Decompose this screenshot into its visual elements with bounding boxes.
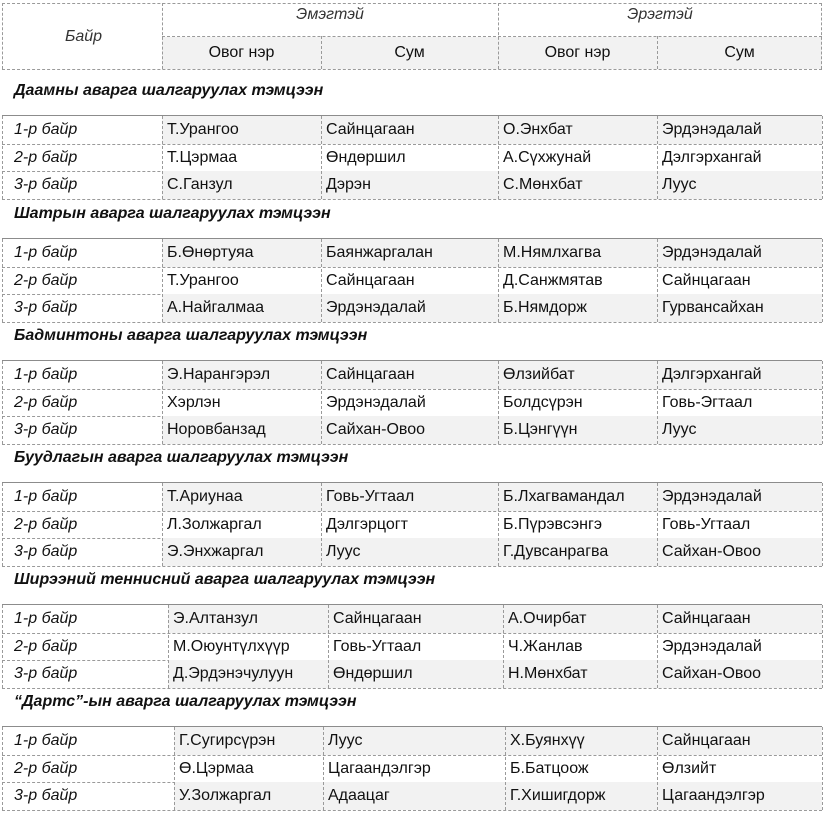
district-cell: Сайнцагаан [657,727,822,755]
name-cell: Э.Нарангэрэл [162,361,321,389]
district-cell: Сайнцагаан [326,271,415,289]
district-cell: Эрдэнэдалай [657,239,822,267]
district-cell: Сайхан-Овоо [657,660,822,688]
district-cell: Луус [321,538,498,566]
header-women-name: Овог нэр [162,37,321,69]
section-title: Даамны аварга шалгаруулах тэмцээн [14,82,324,99]
name-cell: Болдсүрэн [503,393,583,411]
name-cell: Ч.Жанлав [508,637,583,655]
place-cell: 1-р байр [14,732,78,749]
name-cell: Б.Өнөртуяа [162,239,321,267]
district-cell: Сайхан-Овоо [657,538,822,566]
district-cell: Говь-Угтаал [321,483,498,511]
place-cell: 1-р байр [14,121,78,138]
name-cell: Г.Сугирсүрэн [174,727,323,755]
district-cell: Эрдэнэдалай [657,116,822,144]
district-cell: Луус [657,171,822,199]
name-cell: А.Очирбат [503,605,657,633]
header-place: Байр [64,28,103,45]
place-cell: 3-р байр [14,543,78,560]
name-cell: У.Золжаргал [174,782,323,810]
header-men: Эрэгтэй [627,6,693,23]
name-cell: Т.Цэрмаа [167,148,238,166]
district-cell: Гурвансайхан [657,294,822,322]
place-cell: 2-р байр [14,148,78,166]
place-cell: 3-р байр [14,299,78,316]
district-cell: Говь-Угтаал [333,637,422,655]
name-cell: Л.Золжаргал [167,515,262,533]
name-cell: Н.Мөнхбат [503,660,657,688]
name-cell: Б.Лхагвамандал [498,483,657,511]
district-cell: Дэрэн [321,171,498,199]
name-cell: Т.Урангоо [162,116,321,144]
name-cell: А.Найгалмаа [162,294,321,322]
section-title: Буудлагын аварга шалгаруулах тэмцээн [14,449,349,466]
header-women-sum: Сум [321,37,498,69]
name-cell: Д.Эрдэнэчулуун [168,660,328,688]
name-cell: М.Оюунтүлхүүр [173,637,290,655]
district-cell: Дэлгэрцогт [326,515,408,533]
district-cell: Баянжаргалан [321,239,498,267]
name-cell: Б.Цэнгүүн [498,416,657,444]
district-cell: Сайнцагаан [321,116,498,144]
name-cell: С.Ганзул [162,171,321,199]
name-cell: М.Нямлхагва [498,239,657,267]
name-cell: Ө.Цэрмаа [179,759,254,777]
section-title: Бадминтоны аварга шалгаруулах тэмцээн [14,327,368,344]
district-cell: Эрдэнэдалай [657,483,822,511]
name-cell: Э.Энхжаргал [162,538,321,566]
district-cell: Өндөршил [328,660,503,688]
name-cell: С.Мөнхбат [498,171,657,199]
section-title: Шатрын аварга шалгаруулах тэмцээн [14,205,331,222]
name-cell: Х.Буянхүү [505,727,657,755]
district-cell: Цагаандэлгэр [328,759,431,777]
name-cell: Б.Батцоож [510,759,589,777]
place-cell: 3-р байр [14,787,78,804]
header-men-sum: Сум [657,37,822,69]
district-cell: Говь-Эгтаал [662,393,753,411]
place-cell: 2-р байр [14,393,78,411]
district-cell: Говь-Угтаал [662,515,751,533]
place-cell: 2-р байр [14,759,78,777]
district-cell: Эрдэнэдалай [662,637,762,655]
place-cell: 2-р байр [14,271,78,289]
name-cell: Э.Алтанзул [168,605,328,633]
district-cell: Луус [323,727,505,755]
section-title: Ширээний теннисний аварга шалгаруулах тэмцээн [14,571,436,588]
place-cell: 2-р байр [14,637,78,655]
name-cell: Норовбанзад [162,416,321,444]
district-cell: Сайнцагаан [662,271,751,289]
district-cell: Эрдэнэдалай [321,294,498,322]
place-cell: 1-р байр [14,244,78,261]
place-cell: 3-р байр [14,176,78,193]
name-cell: Д.Санжмятав [503,271,603,289]
place-cell: 3-р байр [14,665,78,682]
name-cell: А.Сүхжунай [503,148,592,166]
district-cell: Дэлгэрхангай [662,148,762,166]
name-cell: Г.Дувсанрагва [498,538,657,566]
name-cell: Т.Ариунаа [162,483,321,511]
header-women: Эмэгтэй [296,6,364,23]
place-cell: 3-р байр [14,421,78,438]
district-cell: Дэлгэрхангай [657,361,822,389]
name-cell: Б.Пүрэвсэнгэ [503,515,603,533]
place-cell: 1-р байр [14,610,78,627]
name-cell: Өлзийбат [498,361,657,389]
district-cell: Цагаандэлгэр [657,782,822,810]
name-cell: О.Энхбат [498,116,657,144]
name-cell: Хэрлэн [167,393,221,411]
district-cell: Өндөршил [326,148,406,166]
name-cell: Б.Нямдорж [498,294,657,322]
district-cell: Луус [657,416,822,444]
name-cell: Т.Урангоо [167,271,239,289]
district-cell: Эрдэнэдалай [326,393,426,411]
name-cell: Г.Хишигдорж [505,782,657,810]
place-cell: 1-р байр [14,366,78,383]
district-cell: Өлзийт [662,759,717,777]
district-cell: Сайнцагаан [328,605,503,633]
district-cell: Сайнцагаан [657,605,822,633]
place-cell: 1-р байр [14,488,78,505]
place-cell: 2-р байр [14,515,78,533]
district-cell: Адаацаг [323,782,505,810]
district-cell: Сайнцагаан [321,361,498,389]
section-title: “Дартс”-ын аварга шалгаруулах тэмцээн [14,693,357,710]
header-men-name: Овог нэр [498,37,657,69]
district-cell: Сайхан-Овоо [321,416,498,444]
